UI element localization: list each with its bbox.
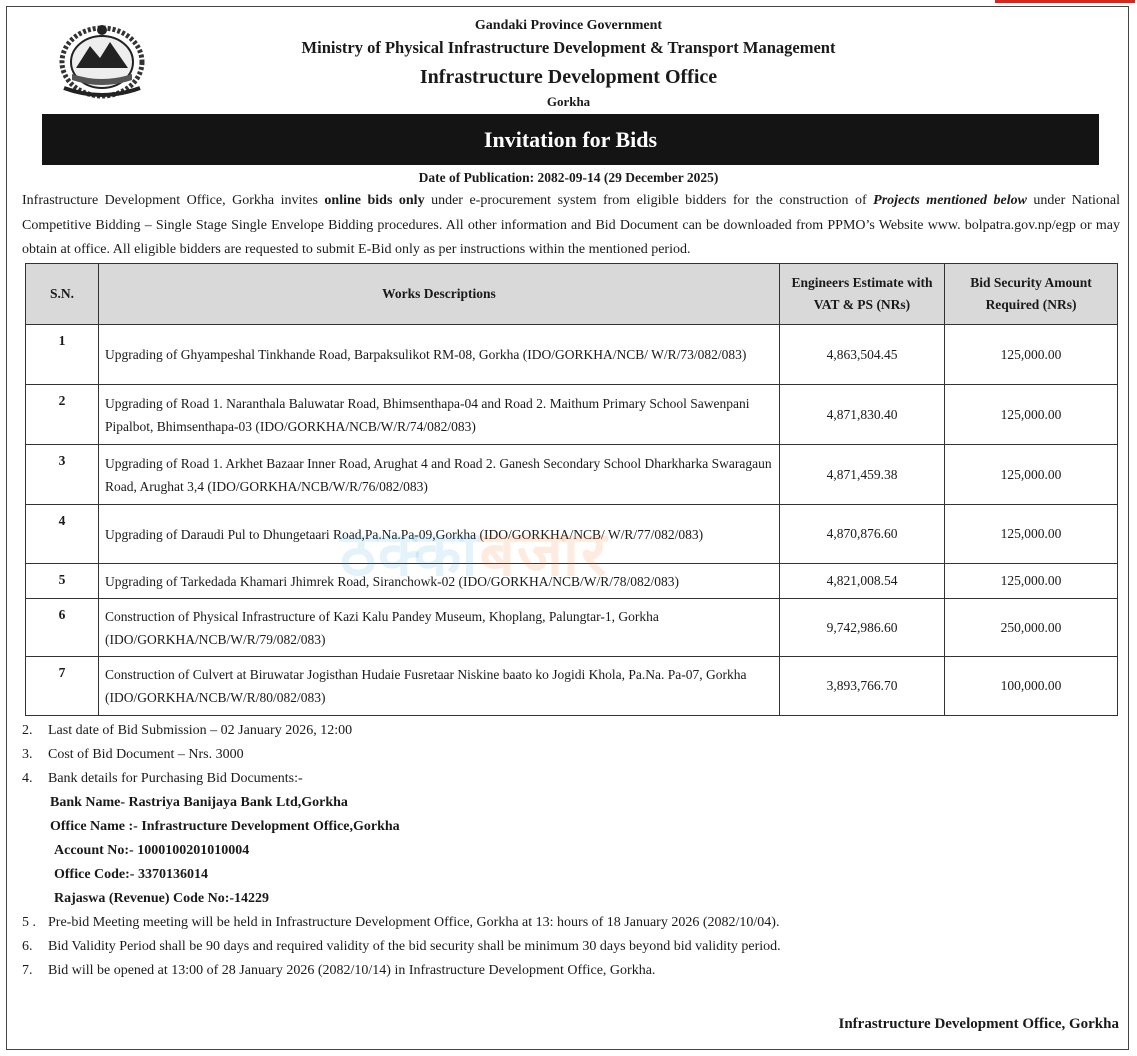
bank-account: Account No:- 1000100201010004 — [54, 843, 250, 858]
intro-paragraph — [22, 189, 1120, 263]
table-row — [26, 599, 1118, 657]
item-text: Bank details for Purchasing Bid Documents:- — [48, 771, 303, 786]
row-sn: 4 — [26, 505, 99, 564]
list-item — [22, 963, 655, 979]
row-security: 125,000.00 — [945, 325, 1118, 385]
item-text: Pre-bid Meeting meeting will be held in Infrastructure Development Office, Gorkha at 13: hours of 18 January 2026 (2082/10/04). — [48, 915, 780, 930]
row-security: 125,000.00 — [945, 505, 1118, 564]
table-row — [26, 657, 1118, 716]
item-text: Bid Validity Period shall be 90 days and required validity of the bid security shall be minimum 30 days beyond bid validity period. — [48, 939, 781, 954]
item-number: 4. — [22, 771, 33, 786]
table-header-row — [26, 264, 1118, 325]
row-security: 250,000.00 — [945, 599, 1118, 657]
header-sn: S.N. — [26, 264, 99, 325]
bank-revenue-code: Rajaswa (Revenue) Code No:-14229 — [54, 891, 270, 906]
row-desc: Upgrading of Daraudi Pul to Dhungetaari Road,Pa.Na.Pa-09,Gorkha (IDO/GORKHA/NCB/ W/R/77/082/083) — [99, 505, 780, 564]
item-number: 7. — [22, 963, 33, 978]
publication-date — [0, 170, 1137, 186]
header-estimate: Engineers Estimate with VAT & PS (NRs) — [780, 264, 945, 325]
bids-table — [25, 263, 1118, 716]
row-desc: Construction of Culvert at Biruwatar Jogisthan Hudaie Fusretaar Niskine baato ko Jogidi Khola, Pa.Na. Pa-07, Gorkha (IDO/GORKHA/NCB/W/R/80/082/083) — [99, 657, 780, 716]
list-item — [22, 723, 352, 739]
publication-label: Date of Publication: — [418, 170, 535, 185]
item-text: Bid will be opened at 13:00 of 28 January 2026 (2082/10/14) in Infrastructure Development Office, Gorkha. — [48, 963, 656, 978]
row-estimate: 4,871,459.38 — [780, 445, 945, 505]
watermark-part2: बजार — [479, 517, 609, 590]
row-sn: 6 — [26, 599, 99, 657]
ministry-heading: Ministry of Physical Infrastructure Development & Transport Management — [301, 38, 836, 57]
row-security: 100,000.00 — [945, 657, 1118, 716]
title-banner: Invitation for Bids — [42, 114, 1099, 165]
row-security: 125,000.00 — [945, 564, 1118, 599]
row-desc: Upgrading of Road 1. Naranthala Baluwatar Road, Bhimsenthapa-04 and Road 2. Maithum Primary School Sawenpani Pipalbot, Bhimsenthapa-03 (IDO/GORKHA/NCB/W/R/74/082/083) — [99, 385, 780, 445]
intro-bold: online bids only — [324, 193, 425, 208]
row-estimate: 4,870,876.60 — [780, 505, 945, 564]
publication-value: 2082-09-14 (29 December 2025) — [537, 170, 719, 185]
row-estimate: 9,742,986.60 — [780, 599, 945, 657]
row-estimate: 4,863,504.45 — [780, 325, 945, 385]
bank-office-code: Office Code:- 3370136014 — [54, 867, 208, 882]
watermark-part1: ठक्का — [340, 517, 480, 590]
row-estimate: 4,871,830.40 — [780, 385, 945, 445]
signoff: Infrastructure Development Office, Gorkha — [838, 1016, 1119, 1032]
item-text: Cost of Bid Document – Nrs. 3000 — [48, 747, 244, 762]
header-desc: Works Descriptions — [99, 264, 780, 325]
item-text: Last date of Bid Submission – 02 January 2026, 12:00 — [48, 723, 353, 738]
table-row — [26, 385, 1118, 445]
intro-text-2: under e-procurement system from eligible bidders for the construction of — [424, 193, 874, 208]
row-desc: Upgrading of Ghyampeshal Tinkhande Road, Barpaksulikot RM-08, Gorkha (IDO/GORKHA/NCB/ W/R/73/082/083) — [99, 325, 780, 385]
district-heading: Gorkha — [546, 94, 591, 109]
list-item — [22, 939, 781, 955]
header-security: Bid Security Amount Required (NRs) — [945, 264, 1118, 325]
row-sn: 2 — [26, 385, 99, 445]
office-heading: Infrastructure Development Office — [419, 66, 718, 88]
row-estimate: 3,893,766.70 — [780, 657, 945, 716]
list-item — [22, 771, 303, 787]
intro-bold-italic: Projects mentioned below — [873, 193, 1027, 208]
table-row — [26, 505, 1118, 564]
row-security: 125,000.00 — [945, 385, 1118, 445]
row-sn: 1 — [26, 325, 99, 385]
list-item — [22, 915, 779, 931]
item-number: 5 . — [22, 915, 36, 930]
row-estimate: 4,821,008.54 — [780, 564, 945, 599]
row-security: 125,000.00 — [945, 445, 1118, 505]
row-desc: Construction of Physical Infrastructure of Kazi Kalu Pandey Museum, Khoplang, Palungtar-1, Gorkha (IDO/GORKHA/NCB/W/R/79/082/083) — [99, 599, 780, 657]
item-number: 6. — [22, 939, 33, 954]
row-desc: Upgrading of Road 1. Arkhet Bazaar Inner Road, Arughat 4 and Road 2. Ganesh Secondary School Dharkharka Swaragaun Road, Arughat 3,4 (IDO/GORKHA/NCB/W/R/76/082/083) — [99, 445, 780, 505]
table-row — [26, 325, 1118, 385]
row-desc: Upgrading of Tarkedada Khamari Jhimrek Road, Siranchowk-02 (IDO/GORKHA/NCB/W/R/78/082/083) — [99, 564, 780, 599]
list-item — [22, 747, 244, 763]
province-heading: Gandaki Province Government — [474, 18, 663, 33]
intro-text-3: under National Competitive Bidding – Single Stage Single Envelope Bidding procedures. All other information and Bid Document can be downloaded from PPMO’s Website www. bolpatra.gov.np/egp or may obtain at office. All eligible bidders are requested to submit E-Bid only as per instructions within the mentioned period. — [22, 193, 1121, 257]
table-row — [26, 445, 1118, 505]
item-number: 3. — [22, 747, 33, 762]
row-sn: 5 — [26, 564, 99, 599]
table-row — [26, 564, 1118, 599]
item-number: 2. — [22, 723, 33, 738]
bank-office-name: Office Name :- Infrastructure Development Office,Gorkha — [50, 819, 400, 834]
row-sn: 3 — [26, 445, 99, 505]
bank-name: Bank Name- Rastriya Banijaya Bank Ltd,Gorkha — [50, 795, 348, 810]
row-sn: 7 — [26, 657, 99, 716]
intro-text-1: Infrastructure Development Office, Gorkha invites — [22, 193, 325, 208]
accent-bar — [995, 0, 1135, 3]
